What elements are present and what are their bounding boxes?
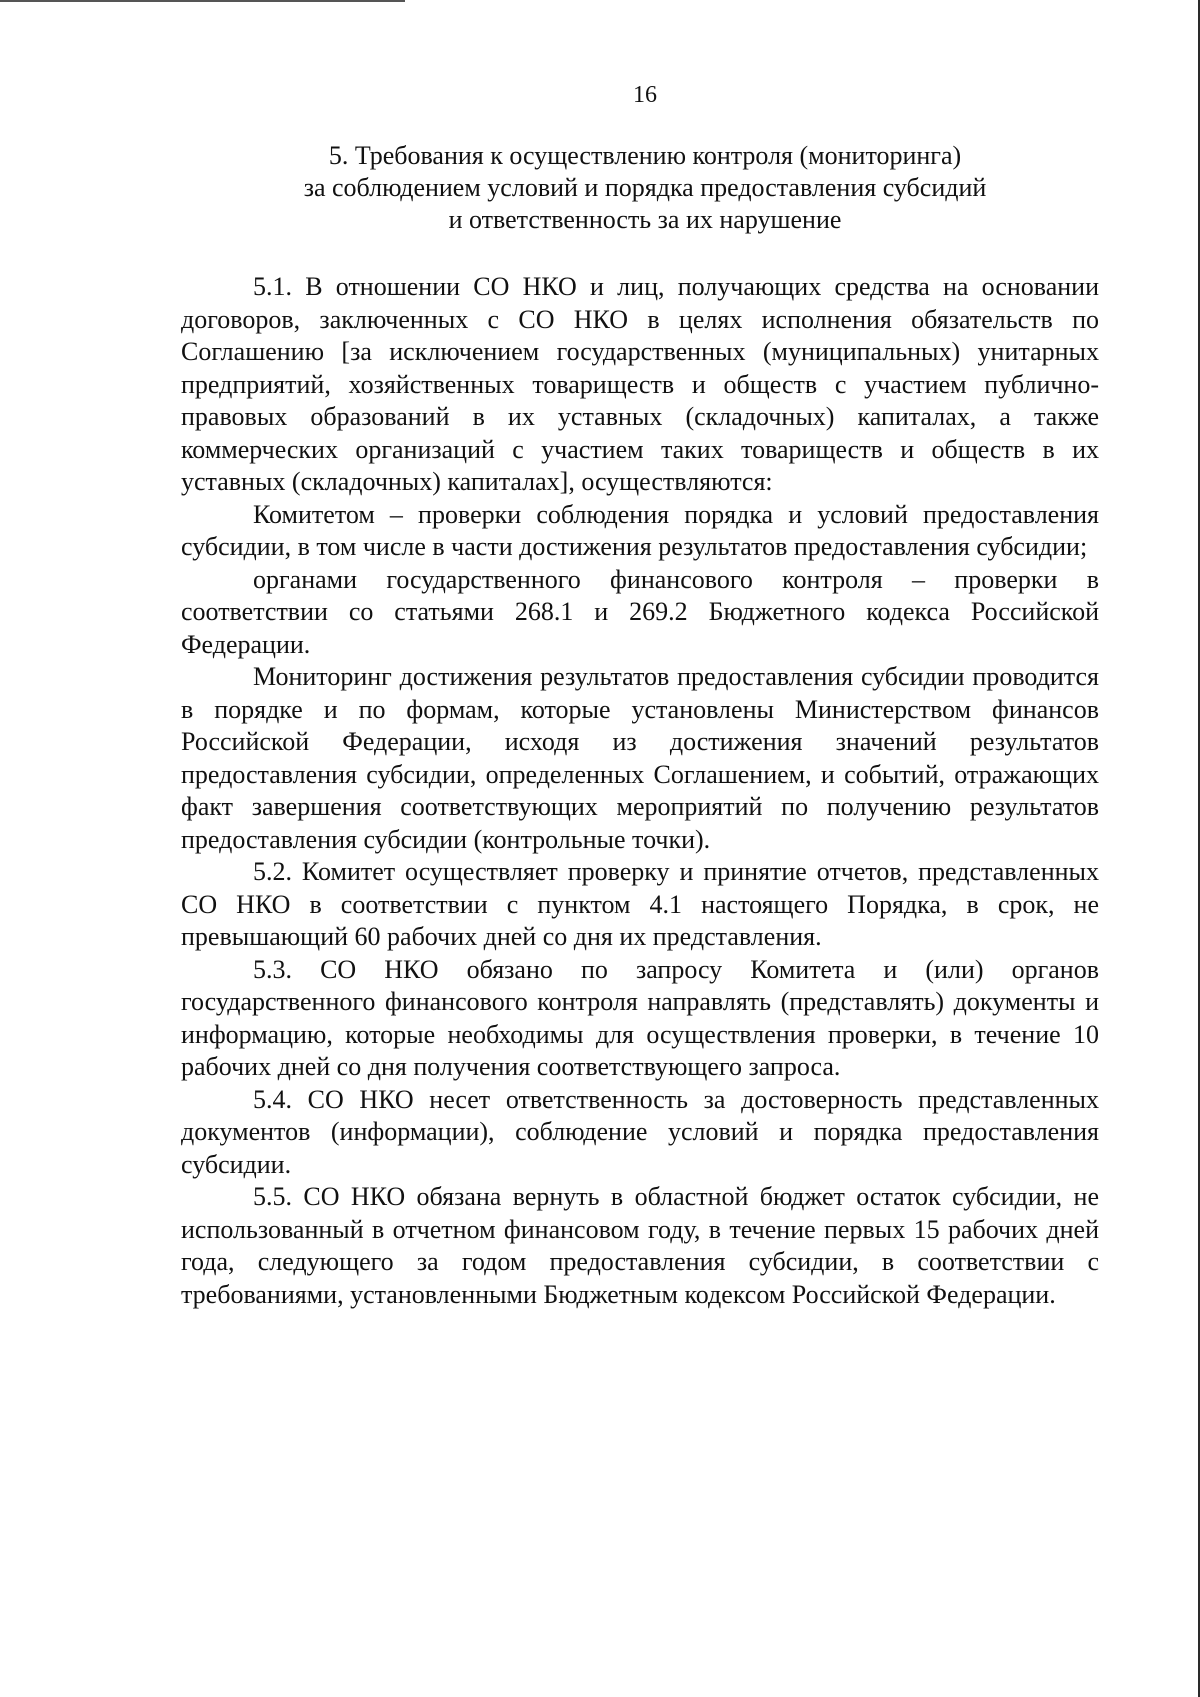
paragraph-5-5: 5.5. СО НКО обязана вернуть в областной бюджет остаток субсидии, не использованный в отчетном финансовом году, в течение первых 15 рабочих дней года, следующего за годом предоставления субсидии, в соответствии с требованиями, установленными Бюджетным кодексом Российской Федерации. [181, 1182, 1099, 1309]
section-heading [180, 140, 1110, 236]
page-number: 16 [633, 82, 657, 108]
paragraph-5-1: 5.1. В отношении СО НКО и лиц, получающих средства на основании договоров, заключенных с СО НКО в целях исполнения обязательств по Соглашению [за исключением государственных (муниципальных) унитарных предприятий, хозяйственных товариществ и обществ с участием публично-правовых образований в их уставных (складочных) капиталах, а также коммерческих организаций с участием таких товариществ и обществ в их уставных (складочных) капиталах], осуществляются: [181, 272, 1099, 496]
section-heading-line: и ответственность за их нарушение [448, 205, 842, 234]
section-heading-line: за соблюдением условий и порядка предоставления субсидий [303, 173, 987, 202]
document-body [181, 271, 1099, 1311]
paragraph-financial-control: органами государственного финансового контроля – проверки в соответствии со статьями 268.1 и 269.2 Бюджетного кодекса Российской Федерации. [181, 564, 1099, 659]
paragraph-committee-checks: Комитетом – проверки соблюдения порядка и условий предоставления субсидии, в том числе в части достижения результатов предоставления субсидии; [181, 499, 1099, 561]
paragraph-5-3: 5.3. СО НКО обязано по запросу Комитета и (или) органов государственного финансового контроля направлять (представлять) документы и информацию, которые необходимы для осуществления проверки, в течение 10 рабочих дней со дня получения соответствующего запроса. [181, 954, 1099, 1081]
section-heading-line: 5. Требования к осуществлению контроля (мониторинга) [328, 141, 962, 170]
paragraph-5-4: 5.4. СО НКО несет ответственность за достоверность представленных документов (информации), соблюдение условий и порядка предоставления субсидии. [181, 1084, 1099, 1179]
paragraph-monitoring: Мониторинг достижения результатов предоставления субсидии проводится в порядке и по формам, которые установлены Министерством финансов Российской Федерации, исходя из достижения значений результатов предоставления субсидии, определенных Соглашением, и событий, отражающих факт завершения соответствующих мероприятий по получению результатов предоставления субсидии (контрольные точки). [181, 662, 1099, 854]
paragraph-5-2: 5.2. Комитет осуществляет проверку и принятие отчетов, представленных СО НКО в соответствии с пунктом 4.1 настоящего Порядка, в срок, не превышающий 60 рабочих дней со дня их представления. [181, 857, 1099, 951]
scan-edge-top [0, 0, 405, 2]
